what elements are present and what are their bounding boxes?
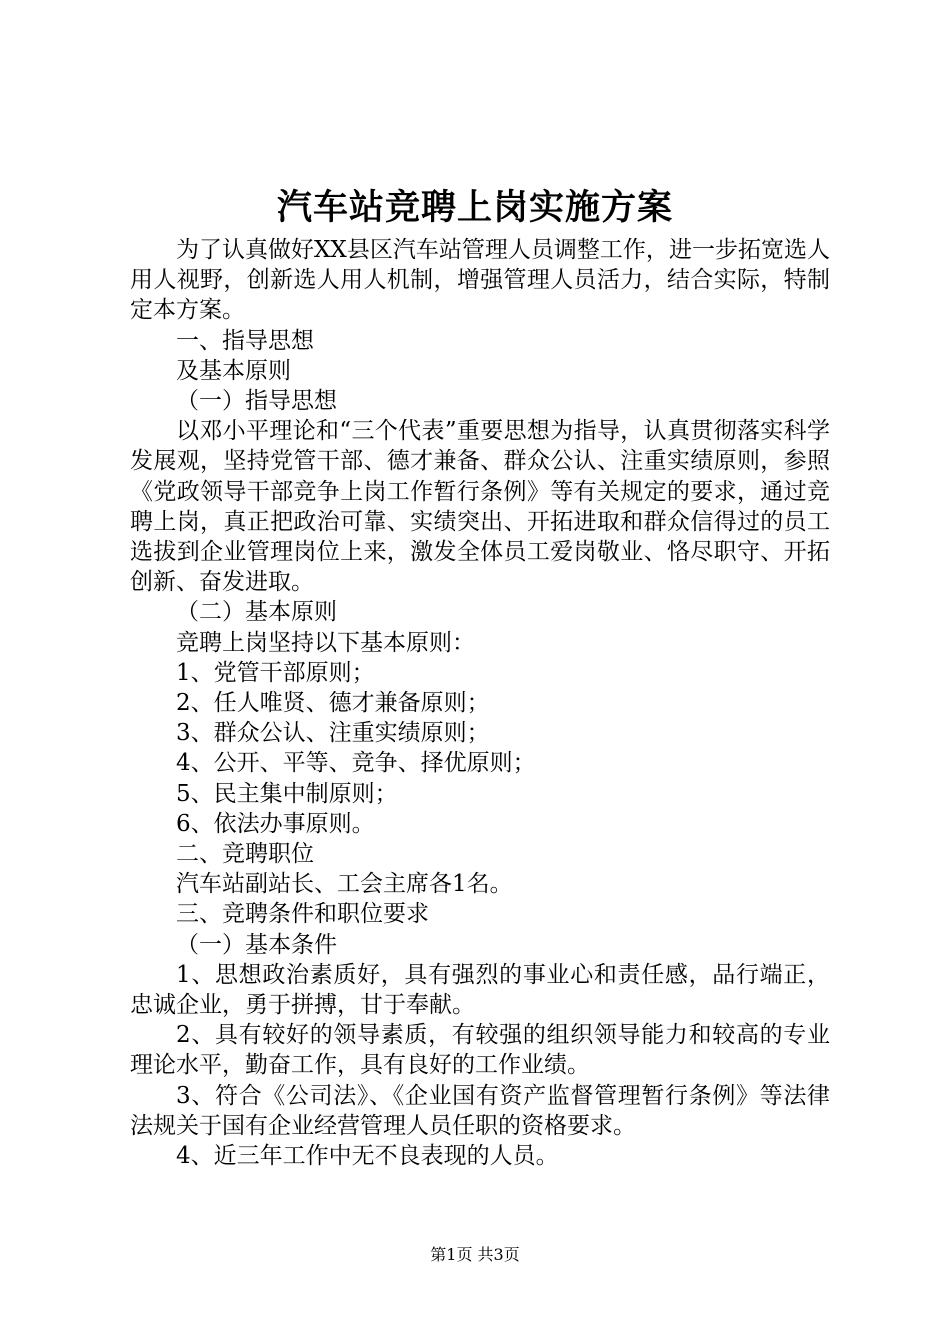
principle-item: 3、群众公认、注重实绩原则；	[176, 720, 490, 747]
condition-item: 3、符合《公司法》、《企业国有资产监督管理暂行条例》等法律法规关于国有企业经营管理人员任职的资格要求。	[130, 1082, 830, 1139]
intro-paragraph: 为了认真做好XX县区汽车站管理人员调整工作，进一步拓宽选人用人视野，创新选人用人机制，增强管理人员活力，结合实际，特制定本方案。	[130, 237, 830, 324]
subsection-heading-guiding-thought: （一）指导思想	[176, 388, 337, 415]
principles-intro: 竞聘上岗坚持以下基本原则：	[176, 629, 475, 656]
condition-item: 1、思想政治素质好，具有强烈的事业心和责任感，品行端正，忠诚企业，勇于拼搏，甘于奉献。	[130, 961, 830, 1019]
positions-paragraph: 汽车站副站长、工会主席各1名。	[176, 871, 513, 898]
principle-item: 5、民主集中制原则；	[176, 780, 398, 807]
guiding-thought-paragraph: 以邓小平理论和“三个代表”重要思想为指导，认真贯彻落实科学发展观，坚持党管干部、德才兼备、群众公认、注重实绩原则，参照《党政领导干部竞争上岗工作暂行条例》等有关规定的要求，通过竞聘上岗，真正把政治可靠、实绩突出、开拓进取和群众信得过的员工选拔到企业管理岗位上来，激发全体员工爱岗敬业、恪尽职守、开拓创新、奋发进取。	[130, 418, 830, 596]
principle-item: 2、任人唯贤、德才兼备原则；	[176, 690, 490, 717]
subsection-heading-basic-conditions: （一）基本条件	[176, 931, 337, 958]
principle-item: 1、党管干部原则；	[176, 659, 375, 686]
condition-item: 4、近三年工作中无不良表现的人员。	[176, 1143, 559, 1170]
page-footer: 第1页 共3页	[430, 1245, 520, 1264]
principle-item: 6、依法办事原则。	[176, 810, 375, 837]
section-heading-1-continued: 及基本原则	[176, 357, 291, 384]
document-title: 汽车站竞聘上岗实施方案	[276, 187, 673, 228]
section-heading-2: 二、竞聘职位	[176, 841, 314, 868]
principle-item: 4、公开、平等、竞争、择优原则；	[176, 750, 536, 777]
condition-item: 2、具有较好的领导素质，有较强的组织领导能力和较高的专业理论水平，勤奋工作，具有良好的工作业绩。	[130, 1022, 830, 1079]
section-heading-3: 三、竞聘条件和职位要求	[176, 901, 429, 928]
section-heading-1: 一、指导思想	[176, 327, 314, 354]
document-body	[130, 235, 830, 1171]
subsection-heading-basic-principles: （二）基本原则	[176, 599, 337, 626]
